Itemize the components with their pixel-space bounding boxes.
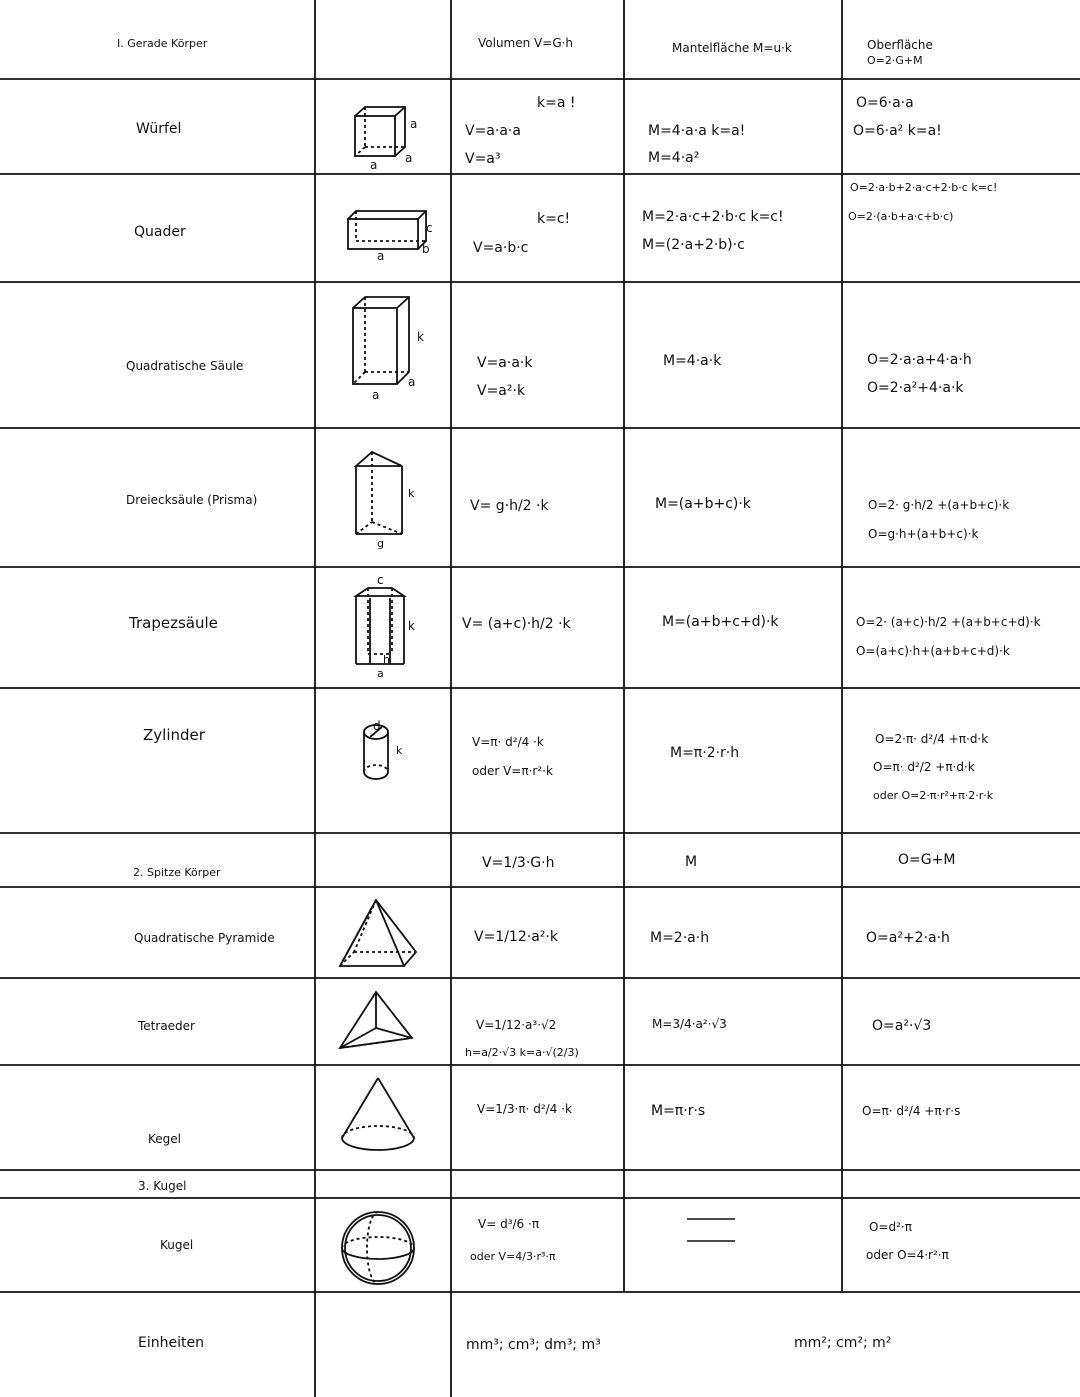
kugel-volume-2: oder V=4/3·r³·π	[470, 1250, 556, 1263]
tetraeder-surface-1: O=a²·√3	[872, 1018, 932, 1034]
zylinder-surface-3: oder O=2·π·r²+π·2·r·k	[873, 789, 994, 802]
kugel-mantle-dash	[683, 1214, 739, 1246]
cuboid-icon	[343, 207, 433, 257]
trapezsaeule-volume-1: V= (a+c)·h/2 ·k	[462, 616, 571, 632]
quadratsaeule-mantle-1: M=4·a·k	[663, 353, 722, 369]
row-name-tetraeder: Tetraeder	[138, 1019, 195, 1033]
row-name-quader: Quader	[134, 224, 186, 240]
einheiten-volume: mm³; cm³; dm³; m³	[466, 1337, 601, 1353]
tetrahedron-icon	[336, 986, 416, 1056]
quadratsaeule-volume-2: V=a²·k	[477, 383, 526, 399]
dreieckssaeule-volume-1: V= g·h/2 ·k	[470, 498, 549, 514]
square-prism-label-a-depth: a	[408, 375, 416, 389]
trapezoid-prism-icon	[352, 584, 412, 670]
cone-icon	[336, 1074, 420, 1158]
zylinder-mantle-1: M=π·2·r·h	[670, 745, 740, 761]
trapezoid-prism-label-a: a	[377, 667, 384, 680]
tetraeder-mantle-1: M=3/4·a²·√3	[652, 1017, 727, 1031]
wuerfel-volume-note: k=a !	[537, 95, 576, 111]
row-name-kugel: Kugel	[160, 1238, 194, 1252]
zylinder-surface-1: O=2·π· d²/4 +π·d·k	[875, 732, 989, 746]
section-title-kugel: 3. Kugel	[138, 1179, 187, 1193]
pyramide-volume-1: V=1/12·a²·k	[474, 929, 558, 945]
wuerfel-mantle-2: M=4·a²	[648, 150, 700, 166]
row-name-kegel: Kegel	[148, 1132, 181, 1146]
quadratsaeule-volume-1: V=a·a·k	[477, 355, 533, 371]
cylinder-label-d: d	[373, 719, 381, 733]
kegel-mantle-1: M=π·r·s	[651, 1103, 706, 1119]
triangular-prism-icon	[350, 446, 410, 542]
spitz-surface-general: O=G+M	[898, 852, 956, 868]
square-prism-label-a-bottom: a	[372, 388, 380, 402]
trapezsaeule-surface-2: O=(a+c)·h+(a+b+c+d)·k	[856, 644, 1010, 658]
dreieckssaeule-surface-1: O=2· g·h/2 +(a+b+c)·k	[868, 498, 1010, 512]
triangular-prism-label-k: k	[408, 487, 415, 500]
kugel-surface-1: O=d²·π	[869, 1220, 912, 1234]
pyramide-surface-1: O=a²+2·a·h	[866, 930, 950, 946]
cube-label-a-bottom: a	[370, 158, 378, 172]
zylinder-surface-2: O=π· d²/2 +π·d·k	[873, 760, 975, 774]
cuboid-label-a: a	[377, 249, 385, 263]
row-name-zylinder: Zylinder	[143, 726, 205, 744]
wuerfel-mantle-1: M=4·a·a k=a!	[648, 123, 746, 139]
header-surface-formula: O=2·G+M	[867, 54, 923, 67]
section-title-spitze-koerper: 2. Spitze Körper	[133, 866, 221, 879]
tetraeder-volume-1: V=1/12·a³·√2	[476, 1018, 557, 1032]
dreieckssaeule-mantle-1: M=(a+b+c)·k	[655, 496, 751, 512]
sphere-icon	[338, 1208, 418, 1288]
row-name-dreieckssaeule: Dreiecksäule (Prisma)	[126, 493, 258, 507]
trapezoid-prism-label-c: c	[377, 573, 384, 587]
kegel-volume-1: V=1/3·π· d²/4 ·k	[477, 1102, 572, 1116]
spitz-volume-general: V=1/3·G·h	[482, 855, 555, 871]
square-prism-icon	[345, 292, 415, 390]
cube-label-a-depth: a	[405, 151, 413, 165]
trapezsaeule-surface-1: O=2· (a+c)·h/2 +(a+b+c+d)·k	[856, 615, 1041, 629]
wuerfel-surface-1: O=6·a·a	[856, 95, 914, 111]
cube-icon	[345, 100, 425, 170]
header-volume: Volumen V=G·h	[478, 36, 574, 50]
pyramid-icon	[336, 896, 420, 972]
einheiten-surface: mm²; cm²; m²	[794, 1335, 892, 1351]
trapezoid-prism-label-k: k	[408, 619, 415, 633]
tetraeder-volume-2: h=a/2·√3 k=a·√(2/3)	[465, 1046, 579, 1059]
quader-volume-1: V=a·b·c	[473, 240, 529, 256]
trapezoid-prism-label-h: h	[383, 653, 390, 666]
header-mantle: Mantelfläche M=u·k	[672, 41, 792, 55]
wuerfel-surface-2: O=6·a² k=a!	[853, 123, 942, 139]
kugel-surface-2: oder O=4·r²·π	[866, 1248, 949, 1262]
dreieckssaeule-surface-2: O=g·h+(a+b+c)·k	[868, 527, 979, 541]
quader-surface-1: O=2·a·b+2·a·c+2·b·c k=c!	[850, 181, 998, 194]
square-prism-label-k: k	[417, 330, 424, 344]
spitz-mantle-general: M	[685, 854, 698, 870]
row-name-wuerfel: Würfel	[136, 121, 182, 137]
trapezsaeule-mantle-1: M=(a+b+c+d)·k	[662, 614, 779, 630]
cuboid-label-b: b	[422, 242, 430, 256]
row-name-einheiten: Einheiten	[138, 1335, 204, 1351]
wuerfel-volume-1: V=a·a·a	[465, 123, 521, 139]
triangular-prism-label-g: g	[377, 537, 384, 550]
quader-surface-2: O=2·(a·b+a·c+b·c)	[848, 210, 954, 223]
cylinder-label-k: k	[396, 744, 403, 757]
zylinder-volume-1: V=π· d²/4 ·k	[472, 735, 544, 749]
quader-mantle-2: M=(2·a+2·b)·c	[642, 237, 745, 253]
quader-mantle-1: M=2·a·c+2·b·c k=c!	[642, 209, 784, 225]
quadratsaeule-surface-2: O=2·a²+4·a·k	[867, 380, 964, 396]
header-surface-title: Oberfläche	[867, 38, 933, 52]
zylinder-volume-2: oder V=π·r²·k	[472, 764, 553, 778]
row-name-quadratsaeule: Quadratische Säule	[126, 359, 244, 373]
wuerfel-volume-2: V=a³	[465, 151, 501, 167]
kugel-volume-1: V= d³/6 ·π	[478, 1217, 540, 1231]
row-name-trapezsaeule: Trapezsäule	[129, 614, 218, 632]
header-body: I. Gerade Körper	[117, 37, 208, 50]
row-name-pyramide: Quadratische Pyramide	[134, 931, 275, 945]
quader-volume-note: k=c!	[537, 211, 571, 227]
kegel-surface-1: O=π· d²/4 +π·r·s	[862, 1104, 961, 1118]
cuboid-label-c: c	[426, 221, 433, 235]
cube-label-a-right: a	[410, 117, 418, 131]
quadratsaeule-surface-1: O=2·a·a+4·a·h	[867, 352, 972, 368]
pyramide-mantle-1: M=2·a·h	[650, 930, 710, 946]
